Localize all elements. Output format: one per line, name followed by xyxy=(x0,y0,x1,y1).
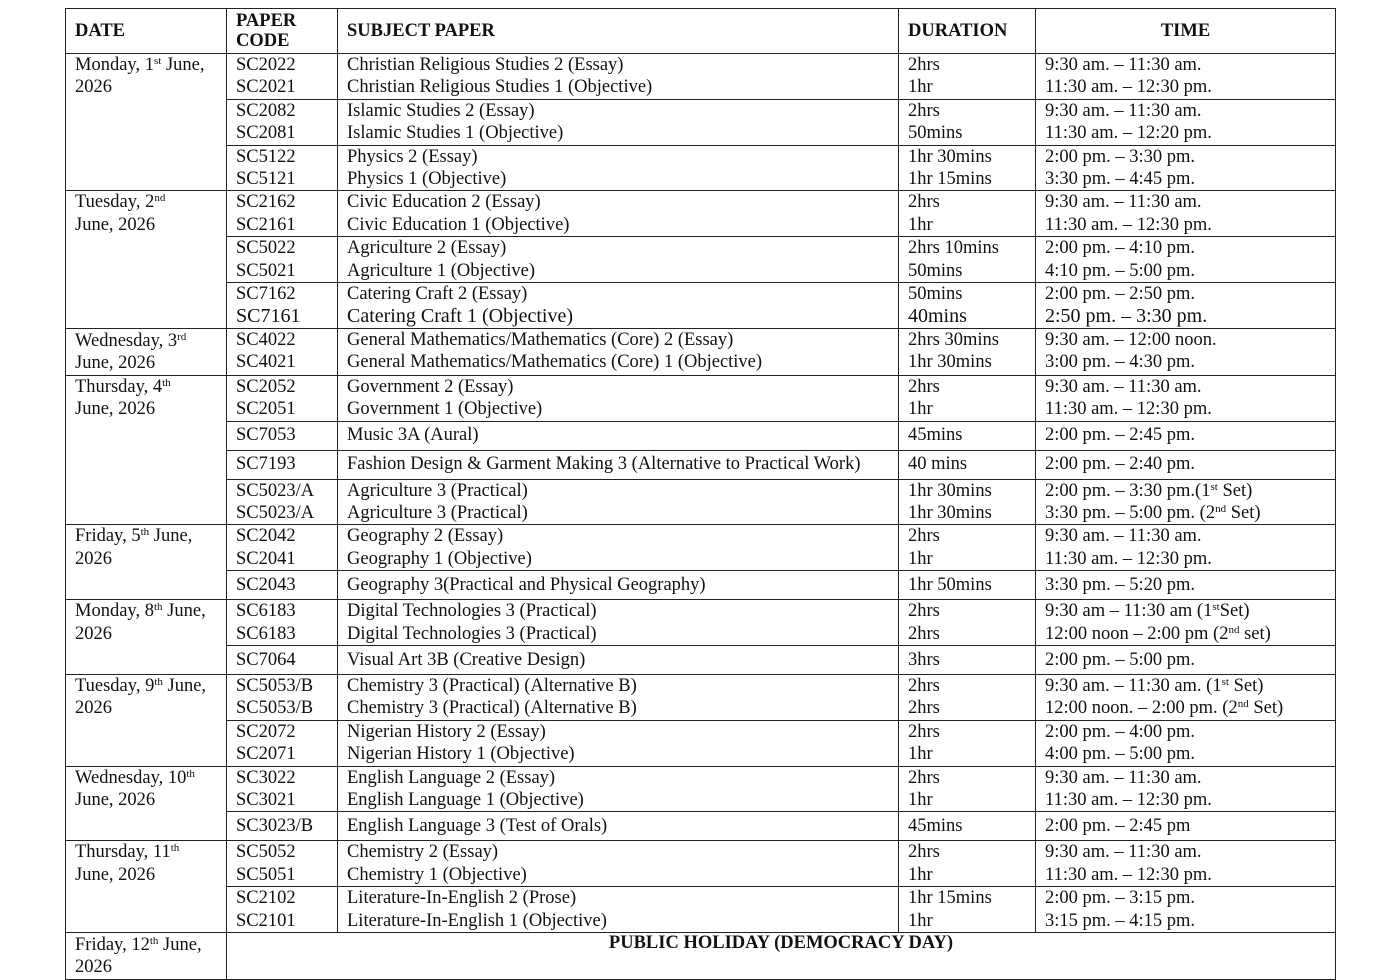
time-cell-line: 11:30 am. – 12:30 pm. xyxy=(1045,864,1212,885)
time-cell-line: 9:30 am. – 11:30 am. xyxy=(1045,55,1202,75)
table-row xyxy=(66,525,1336,571)
date-line-1: Thursday, 11th xyxy=(75,842,180,863)
paper-code-cell-line: SC6183 xyxy=(236,601,296,622)
paper-code-cell xyxy=(227,571,338,600)
table-row xyxy=(66,145,1336,191)
duration-cell xyxy=(899,375,1036,421)
subject-cell xyxy=(338,145,899,191)
paper-code-cell xyxy=(227,375,338,421)
time-cell xyxy=(1036,887,1336,933)
subject-cell-line: Digital Technologies 3 (Practical) xyxy=(347,623,597,644)
header-subject: SUBJECT PAPER xyxy=(338,9,899,54)
duration-cell xyxy=(899,191,1036,237)
date-line-1: Friday, 12th June, xyxy=(75,934,202,955)
subject-cell xyxy=(338,283,899,329)
table-row xyxy=(66,191,1336,237)
time-cell xyxy=(1036,99,1336,145)
duration-cell xyxy=(899,645,1036,674)
duration-cell-line: 1hr 15mins xyxy=(908,888,992,909)
paper-code-cell xyxy=(227,766,338,812)
duration-cell xyxy=(899,887,1036,933)
duration-cell-line: 2hrs xyxy=(908,721,940,742)
duration-cell-line: 2hrs xyxy=(908,601,940,622)
paper-code-cell xyxy=(227,720,338,766)
subject-cell xyxy=(338,375,899,421)
subject-cell-line: Islamic Studies 2 (Essay) xyxy=(347,100,535,121)
duration-cell-line: 50mins xyxy=(908,260,963,281)
duration-cell-line: 2hrs xyxy=(908,192,940,213)
subject-cell-line: Christian Religious Studies 2 (Essay) xyxy=(347,55,624,75)
subject-cell-line: Chemistry 3 (Practical) (Alternative B) xyxy=(347,698,637,719)
header-paper-code-line1: PAPER xyxy=(236,11,297,31)
date-cell xyxy=(66,54,227,191)
time-cell-line: 2:00 pm. – 4:10 pm. xyxy=(1045,238,1196,259)
duration-cell-line: 1hr xyxy=(908,910,933,931)
time-cell xyxy=(1036,283,1336,329)
date-line-1: Thursday, 4th xyxy=(75,376,171,397)
duration-cell-line: 45mins xyxy=(908,425,963,446)
time-cell-line: 9:30 am – 11:30 am (1stSet) xyxy=(1045,601,1250,622)
duration-cell xyxy=(899,571,1036,600)
subject-cell-line: Nigerian History 1 (Objective) xyxy=(347,744,575,765)
subject-cell-line: Chemistry 2 (Essay) xyxy=(347,842,499,863)
table-row xyxy=(66,600,1336,646)
paper-code-cell xyxy=(227,674,338,720)
duration-cell-line: 50mins xyxy=(908,123,963,144)
paper-code-cell xyxy=(227,841,338,887)
paper-code-cell-line: SC2021 xyxy=(236,77,296,98)
holiday-date-cell xyxy=(66,933,227,980)
date-line-1: Monday, 1st June, xyxy=(75,54,205,75)
date-line-1: Tuesday, 2nd xyxy=(75,192,166,213)
duration-cell-line: 1hr xyxy=(908,789,933,810)
time-cell-line: 9:30 am. – 11:30 am. (1st Set) xyxy=(1045,675,1264,696)
header-row xyxy=(66,9,1336,54)
table-row xyxy=(66,99,1336,145)
date-line-1: Wednesday, 3rd xyxy=(75,330,187,351)
time-cell-line: 4:00 pm. – 5:00 pm. xyxy=(1045,744,1196,765)
subject-cell-line: Government 2 (Essay) xyxy=(347,376,514,397)
time-cell xyxy=(1036,479,1336,525)
date-line-2: 2026 xyxy=(75,698,112,719)
time-cell-line: 12:00 noon. – 2:00 pm. (2nd Set) xyxy=(1045,698,1284,719)
paper-code-cell xyxy=(227,145,338,191)
subject-cell-line: Literature-In-English 2 (Prose) xyxy=(347,888,577,909)
time-cell-line: 3:00 pm. – 4:30 pm. xyxy=(1045,352,1196,373)
time-cell-line: 9:30 am. – 11:30 am. xyxy=(1045,842,1202,863)
duration-cell-line: 2hrs 30mins xyxy=(908,329,999,350)
duration-cell-line: 2hrs xyxy=(908,376,940,397)
duration-cell xyxy=(899,600,1036,646)
duration-cell-line: 2hrs xyxy=(908,100,940,121)
time-cell-line: 9:30 am. – 11:30 am. xyxy=(1045,100,1202,121)
subject-cell xyxy=(338,600,899,646)
duration-cell xyxy=(899,841,1036,887)
time-cell-line: 2:00 pm. – 5:00 pm. xyxy=(1045,649,1196,670)
duration-cell xyxy=(899,145,1036,191)
time-cell xyxy=(1036,674,1336,720)
time-cell xyxy=(1036,328,1336,375)
table-row xyxy=(66,328,1336,375)
paper-code-cell-line: SC2052 xyxy=(236,376,296,397)
duration-cell-line: 2hrs xyxy=(908,526,940,547)
duration-cell-line: 40mins xyxy=(908,305,967,328)
paper-code-cell-line: SC5122 xyxy=(236,146,296,167)
subject-cell xyxy=(338,421,899,450)
paper-code-cell-line: SC5023/A xyxy=(236,480,315,501)
subject-cell-line: Fashion Design & Garment Making 3 (Alternative to Practical Work) xyxy=(347,454,861,475)
table-row xyxy=(66,450,1336,479)
subject-cell-line: Agriculture 2 (Essay) xyxy=(347,238,507,259)
time-cell xyxy=(1036,720,1336,766)
duration-cell xyxy=(899,479,1036,525)
subject-cell-line: English Language 2 (Essay) xyxy=(347,767,556,788)
time-cell-line: 9:30 am. – 12:00 noon. xyxy=(1045,329,1217,350)
subject-cell xyxy=(338,571,899,600)
subject-cell-line: Civic Education 2 (Essay) xyxy=(347,192,541,213)
time-cell-line: 2:00 pm. – 2:45 pm. xyxy=(1045,425,1196,446)
table-row xyxy=(66,479,1336,525)
exam-timetable xyxy=(65,8,1336,980)
date-line-2: 2026 xyxy=(75,77,112,98)
timetable-body xyxy=(66,54,1336,980)
duration-cell-line: 40 mins xyxy=(908,454,968,475)
time-cell xyxy=(1036,645,1336,674)
paper-code-cell-line: SC7064 xyxy=(236,649,296,670)
subject-cell-line: English Language 1 (Objective) xyxy=(347,789,584,810)
time-cell-line: 11:30 am. – 12:30 pm. xyxy=(1045,548,1212,569)
time-cell xyxy=(1036,525,1336,571)
paper-code-cell-line: SC2071 xyxy=(236,744,296,765)
date-line-1: Tuesday, 9th June, xyxy=(75,675,207,696)
time-cell xyxy=(1036,812,1336,841)
paper-code-cell-line: SC2051 xyxy=(236,399,296,420)
paper-code-cell-line: SC2081 xyxy=(236,123,296,144)
paper-code-cell xyxy=(227,525,338,571)
subject-cell xyxy=(338,645,899,674)
time-cell-line: 2:00 pm. – 2:45 pm xyxy=(1045,816,1191,837)
table-row xyxy=(66,375,1336,421)
paper-code-cell-line: SC7161 xyxy=(236,305,301,328)
paper-code-cell-line: SC2101 xyxy=(236,910,296,931)
paper-code-cell-line: SC2041 xyxy=(236,548,296,569)
time-cell-line: 2:00 pm. – 3:30 pm. xyxy=(1045,146,1196,167)
subject-cell-line: Government 1 (Objective) xyxy=(347,399,543,420)
paper-code-cell-line: SC2043 xyxy=(236,574,296,595)
subject-cell-line: Civic Education 1 (Objective) xyxy=(347,214,570,235)
paper-code-cell-line: SC6183 xyxy=(236,623,296,644)
duration-cell-line: 1hr 15mins xyxy=(908,169,992,190)
date-line-2: June, 2026 xyxy=(75,789,156,810)
paper-code-cell-line: SC3021 xyxy=(236,789,296,810)
subject-cell-line: Literature-In-English 1 (Objective) xyxy=(347,910,607,931)
duration-cell xyxy=(899,328,1036,375)
duration-cell xyxy=(899,720,1036,766)
date-cell xyxy=(66,525,227,600)
subject-cell-line: General Mathematics/Mathematics (Core) 1 (Objective) xyxy=(347,352,763,373)
subject-cell-line: Visual Art 3B (Creative Design) xyxy=(347,649,586,670)
duration-cell-line: 3hrs xyxy=(908,649,940,670)
time-cell-line: 3:30 pm. – 4:45 pm. xyxy=(1045,169,1196,190)
time-cell-line: 11:30 am. – 12:20 pm. xyxy=(1045,123,1212,144)
date-line-2: 2026 xyxy=(75,623,112,644)
duration-cell-line: 2hrs xyxy=(908,623,940,644)
subject-cell xyxy=(338,237,899,283)
paper-code-cell xyxy=(227,421,338,450)
date-cell xyxy=(66,674,227,766)
subject-cell xyxy=(338,328,899,375)
date-cell xyxy=(66,600,227,675)
time-cell-line: 9:30 am. – 11:30 am. xyxy=(1045,376,1202,397)
time-cell-line: 2:00 pm. – 3:15 pm. xyxy=(1045,888,1196,909)
paper-code-cell-line: SC5052 xyxy=(236,842,296,863)
date-line-2: 2026 xyxy=(75,957,112,978)
date-line-1: Monday, 8th June, xyxy=(75,601,206,622)
subject-cell-line: Agriculture 3 (Practical) xyxy=(347,502,528,523)
paper-code-cell-line: SC2161 xyxy=(236,214,296,235)
time-cell-line: 11:30 am. – 12:30 pm. xyxy=(1045,214,1212,235)
duration-cell-line: 1hr xyxy=(908,399,933,420)
time-cell xyxy=(1036,237,1336,283)
subject-cell-line: Geography 2 (Essay) xyxy=(347,526,504,547)
time-cell-line: 3:30 pm. – 5:20 pm. xyxy=(1045,574,1196,595)
duration-cell-line: 1hr xyxy=(908,548,933,569)
duration-cell xyxy=(899,54,1036,100)
time-cell xyxy=(1036,191,1336,237)
subject-cell-line: Nigerian History 2 (Essay) xyxy=(347,721,546,742)
duration-cell-line: 1hr 30mins xyxy=(908,146,992,167)
subject-cell-line: Digital Technologies 3 (Practical) xyxy=(347,601,597,622)
paper-code-cell-line: SC5023/A xyxy=(236,502,315,523)
date-line-2: 2026 xyxy=(75,548,112,569)
duration-cell xyxy=(899,237,1036,283)
paper-code-cell xyxy=(227,99,338,145)
paper-code-cell xyxy=(227,191,338,237)
table-row xyxy=(66,812,1336,841)
paper-code-cell-line: SC5051 xyxy=(236,864,296,885)
time-cell xyxy=(1036,841,1336,887)
time-cell-line: 11:30 am. – 12:30 pm. xyxy=(1045,789,1212,810)
paper-code-cell xyxy=(227,237,338,283)
duration-cell-line: 1hr 30mins xyxy=(908,352,992,373)
duration-cell-line: 1hr xyxy=(908,864,933,885)
subject-cell-line: Christian Religious Studies 1 (Objective) xyxy=(347,77,653,98)
paper-code-cell-line: SC7162 xyxy=(236,284,296,305)
paper-code-cell-line: SC2162 xyxy=(236,192,296,213)
paper-code-cell xyxy=(227,283,338,329)
subject-cell xyxy=(338,450,899,479)
duration-cell-line: 2hrs xyxy=(908,675,940,696)
paper-code-cell xyxy=(227,600,338,646)
time-cell xyxy=(1036,600,1336,646)
time-cell-line: 4:10 pm. – 5:00 pm. xyxy=(1045,260,1196,281)
table-row xyxy=(66,720,1336,766)
public-holiday-label: PUBLIC HOLIDAY (DEMOCRACY DAY) xyxy=(227,933,1336,980)
paper-code-cell-line: SC5121 xyxy=(236,169,296,190)
paper-code-cell xyxy=(227,812,338,841)
paper-code-cell-line: SC2102 xyxy=(236,888,296,909)
duration-cell-line: 2hrs xyxy=(908,55,940,75)
duration-cell xyxy=(899,421,1036,450)
header-date: DATE xyxy=(66,9,227,54)
date-line-2: June, 2026 xyxy=(75,214,156,235)
subject-cell-line: Music 3A (Aural) xyxy=(347,425,479,446)
time-cell xyxy=(1036,450,1336,479)
table-row xyxy=(66,887,1336,933)
time-cell-line: 2:00 pm. – 3:30 pm.(1st Set) xyxy=(1045,480,1253,501)
date-cell xyxy=(66,375,227,525)
date-line-1: Wednesday, 10th xyxy=(75,767,195,788)
time-cell xyxy=(1036,421,1336,450)
subject-cell-line: Geography 3(Practical and Physical Geography) xyxy=(347,574,706,595)
paper-code-cell xyxy=(227,450,338,479)
time-cell-line: 2:50 pm. – 3:30 pm. xyxy=(1045,305,1208,328)
duration-cell-line: 1hr 30mins xyxy=(908,480,992,501)
time-cell xyxy=(1036,375,1336,421)
table-row xyxy=(66,766,1336,812)
duration-cell xyxy=(899,525,1036,571)
time-cell-line: 11:30 am. – 12:30 pm. xyxy=(1045,399,1212,420)
header-duration: DURATION xyxy=(899,9,1036,54)
time-cell xyxy=(1036,766,1336,812)
table-row xyxy=(66,571,1336,600)
duration-cell xyxy=(899,674,1036,720)
duration-cell-line: 1hr xyxy=(908,214,933,235)
time-cell xyxy=(1036,145,1336,191)
subject-cell xyxy=(338,525,899,571)
subject-cell xyxy=(338,720,899,766)
duration-cell xyxy=(899,283,1036,329)
time-cell-line: 2:00 pm. – 2:50 pm. xyxy=(1045,284,1196,305)
table-row xyxy=(66,645,1336,674)
subject-cell xyxy=(338,766,899,812)
duration-cell-line: 1hr 50mins xyxy=(908,574,992,595)
duration-cell-line: 2hrs 10mins xyxy=(908,238,999,259)
subject-cell-line: Chemistry 3 (Practical) (Alternative B) xyxy=(347,675,637,696)
subject-cell-line: Catering Craft 2 (Essay) xyxy=(347,284,528,305)
subject-cell-line: Agriculture 1 (Objective) xyxy=(347,260,536,281)
date-line-1: Friday, 5th June, xyxy=(75,526,193,547)
duration-cell-line: 1hr xyxy=(908,744,933,765)
paper-code-cell xyxy=(227,887,338,933)
duration-cell-line: 50mins xyxy=(908,284,963,305)
paper-code-cell-line: SC5022 xyxy=(236,238,296,259)
header-time: TIME xyxy=(1036,9,1336,54)
duration-cell-line: 1hr xyxy=(908,77,933,98)
table-row xyxy=(66,237,1336,283)
paper-code-cell xyxy=(227,645,338,674)
time-cell-line: 3:30 pm. – 5:00 pm. (2nd Set) xyxy=(1045,502,1261,523)
paper-code-cell-line: SC2082 xyxy=(236,100,296,121)
date-cell xyxy=(66,191,227,328)
duration-cell-line: 2hrs xyxy=(908,842,940,863)
time-cell xyxy=(1036,54,1336,100)
time-cell-line: 12:00 noon – 2:00 pm (2nd set) xyxy=(1045,623,1271,644)
subject-cell xyxy=(338,99,899,145)
table-row xyxy=(66,283,1336,329)
paper-code-cell-line: SC2042 xyxy=(236,526,296,547)
paper-code-cell-line: SC7193 xyxy=(236,454,296,475)
duration-cell-line: 2hrs xyxy=(908,767,940,788)
holiday-row xyxy=(66,933,1336,980)
duration-cell xyxy=(899,450,1036,479)
subject-cell-line: Chemistry 1 (Objective) xyxy=(347,864,527,885)
duration-cell xyxy=(899,812,1036,841)
paper-code-cell-line: SC2072 xyxy=(236,721,296,742)
subject-cell xyxy=(338,191,899,237)
date-line-2: June, 2026 xyxy=(75,353,156,374)
paper-code-cell-line: SC3022 xyxy=(236,767,296,788)
time-cell-line: 9:30 am. – 11:30 am. xyxy=(1045,526,1202,547)
subject-cell xyxy=(338,479,899,525)
subject-cell-line: Agriculture 3 (Practical) xyxy=(347,480,528,501)
paper-code-cell-line: SC3023/B xyxy=(236,816,314,837)
time-cell xyxy=(1036,571,1336,600)
date-cell xyxy=(66,328,227,375)
subject-cell-line: Physics 2 (Essay) xyxy=(347,146,478,167)
paper-code-cell xyxy=(227,328,338,375)
subject-cell xyxy=(338,887,899,933)
subject-cell-line: English Language 3 (Test of Orals) xyxy=(347,816,608,837)
duration-cell-line: 1hr 30mins xyxy=(908,502,992,523)
date-line-2: June, 2026 xyxy=(75,864,156,885)
duration-cell-line: 45mins xyxy=(908,816,963,837)
header-paper-code xyxy=(227,9,338,54)
subject-cell xyxy=(338,674,899,720)
date-cell xyxy=(66,841,227,933)
duration-cell xyxy=(899,766,1036,812)
time-cell-line: 9:30 am. – 11:30 am. xyxy=(1045,767,1202,788)
table-row xyxy=(66,841,1336,887)
subject-cell-line: Geography 1 (Objective) xyxy=(347,548,532,569)
paper-code-cell-line: SC5053/B xyxy=(236,698,314,719)
date-line-2: June, 2026 xyxy=(75,399,156,420)
table-row xyxy=(66,421,1336,450)
paper-code-cell-line: SC7053 xyxy=(236,425,296,446)
subject-cell-line: General Mathematics/Mathematics (Core) 2 (Essay) xyxy=(347,329,734,350)
duration-cell xyxy=(899,99,1036,145)
subject-cell-line: Catering Craft 1 (Objective) xyxy=(347,305,574,328)
paper-code-cell-line: SC4021 xyxy=(236,352,296,373)
subject-cell xyxy=(338,812,899,841)
date-cell xyxy=(66,766,227,841)
paper-code-cell xyxy=(227,54,338,100)
table-row xyxy=(66,674,1336,720)
time-cell-line: 3:15 pm. – 4:15 pm. xyxy=(1045,910,1196,931)
paper-code-cell-line: SC5021 xyxy=(236,260,296,281)
paper-code-cell xyxy=(227,479,338,525)
time-cell-line: 9:30 am. – 11:30 am. xyxy=(1045,192,1202,213)
time-cell-line: 2:00 pm. – 2:40 pm. xyxy=(1045,454,1196,475)
paper-code-cell-line: SC2022 xyxy=(236,55,296,75)
subject-cell xyxy=(338,841,899,887)
subject-cell xyxy=(338,54,899,100)
table-row xyxy=(66,54,1336,100)
paper-code-cell-line: SC5053/B xyxy=(236,675,314,696)
subject-cell-line: Physics 1 (Objective) xyxy=(347,169,507,190)
time-cell-line: 2:00 pm. – 4:00 pm. xyxy=(1045,721,1196,742)
subject-cell-line: Islamic Studies 1 (Objective) xyxy=(347,123,564,144)
header-paper-code-line2: CODE xyxy=(236,31,290,51)
time-cell-line: 11:30 am. – 12:30 pm. xyxy=(1045,77,1212,98)
duration-cell-line: 2hrs xyxy=(908,698,940,719)
paper-code-cell-line: SC4022 xyxy=(236,329,296,350)
